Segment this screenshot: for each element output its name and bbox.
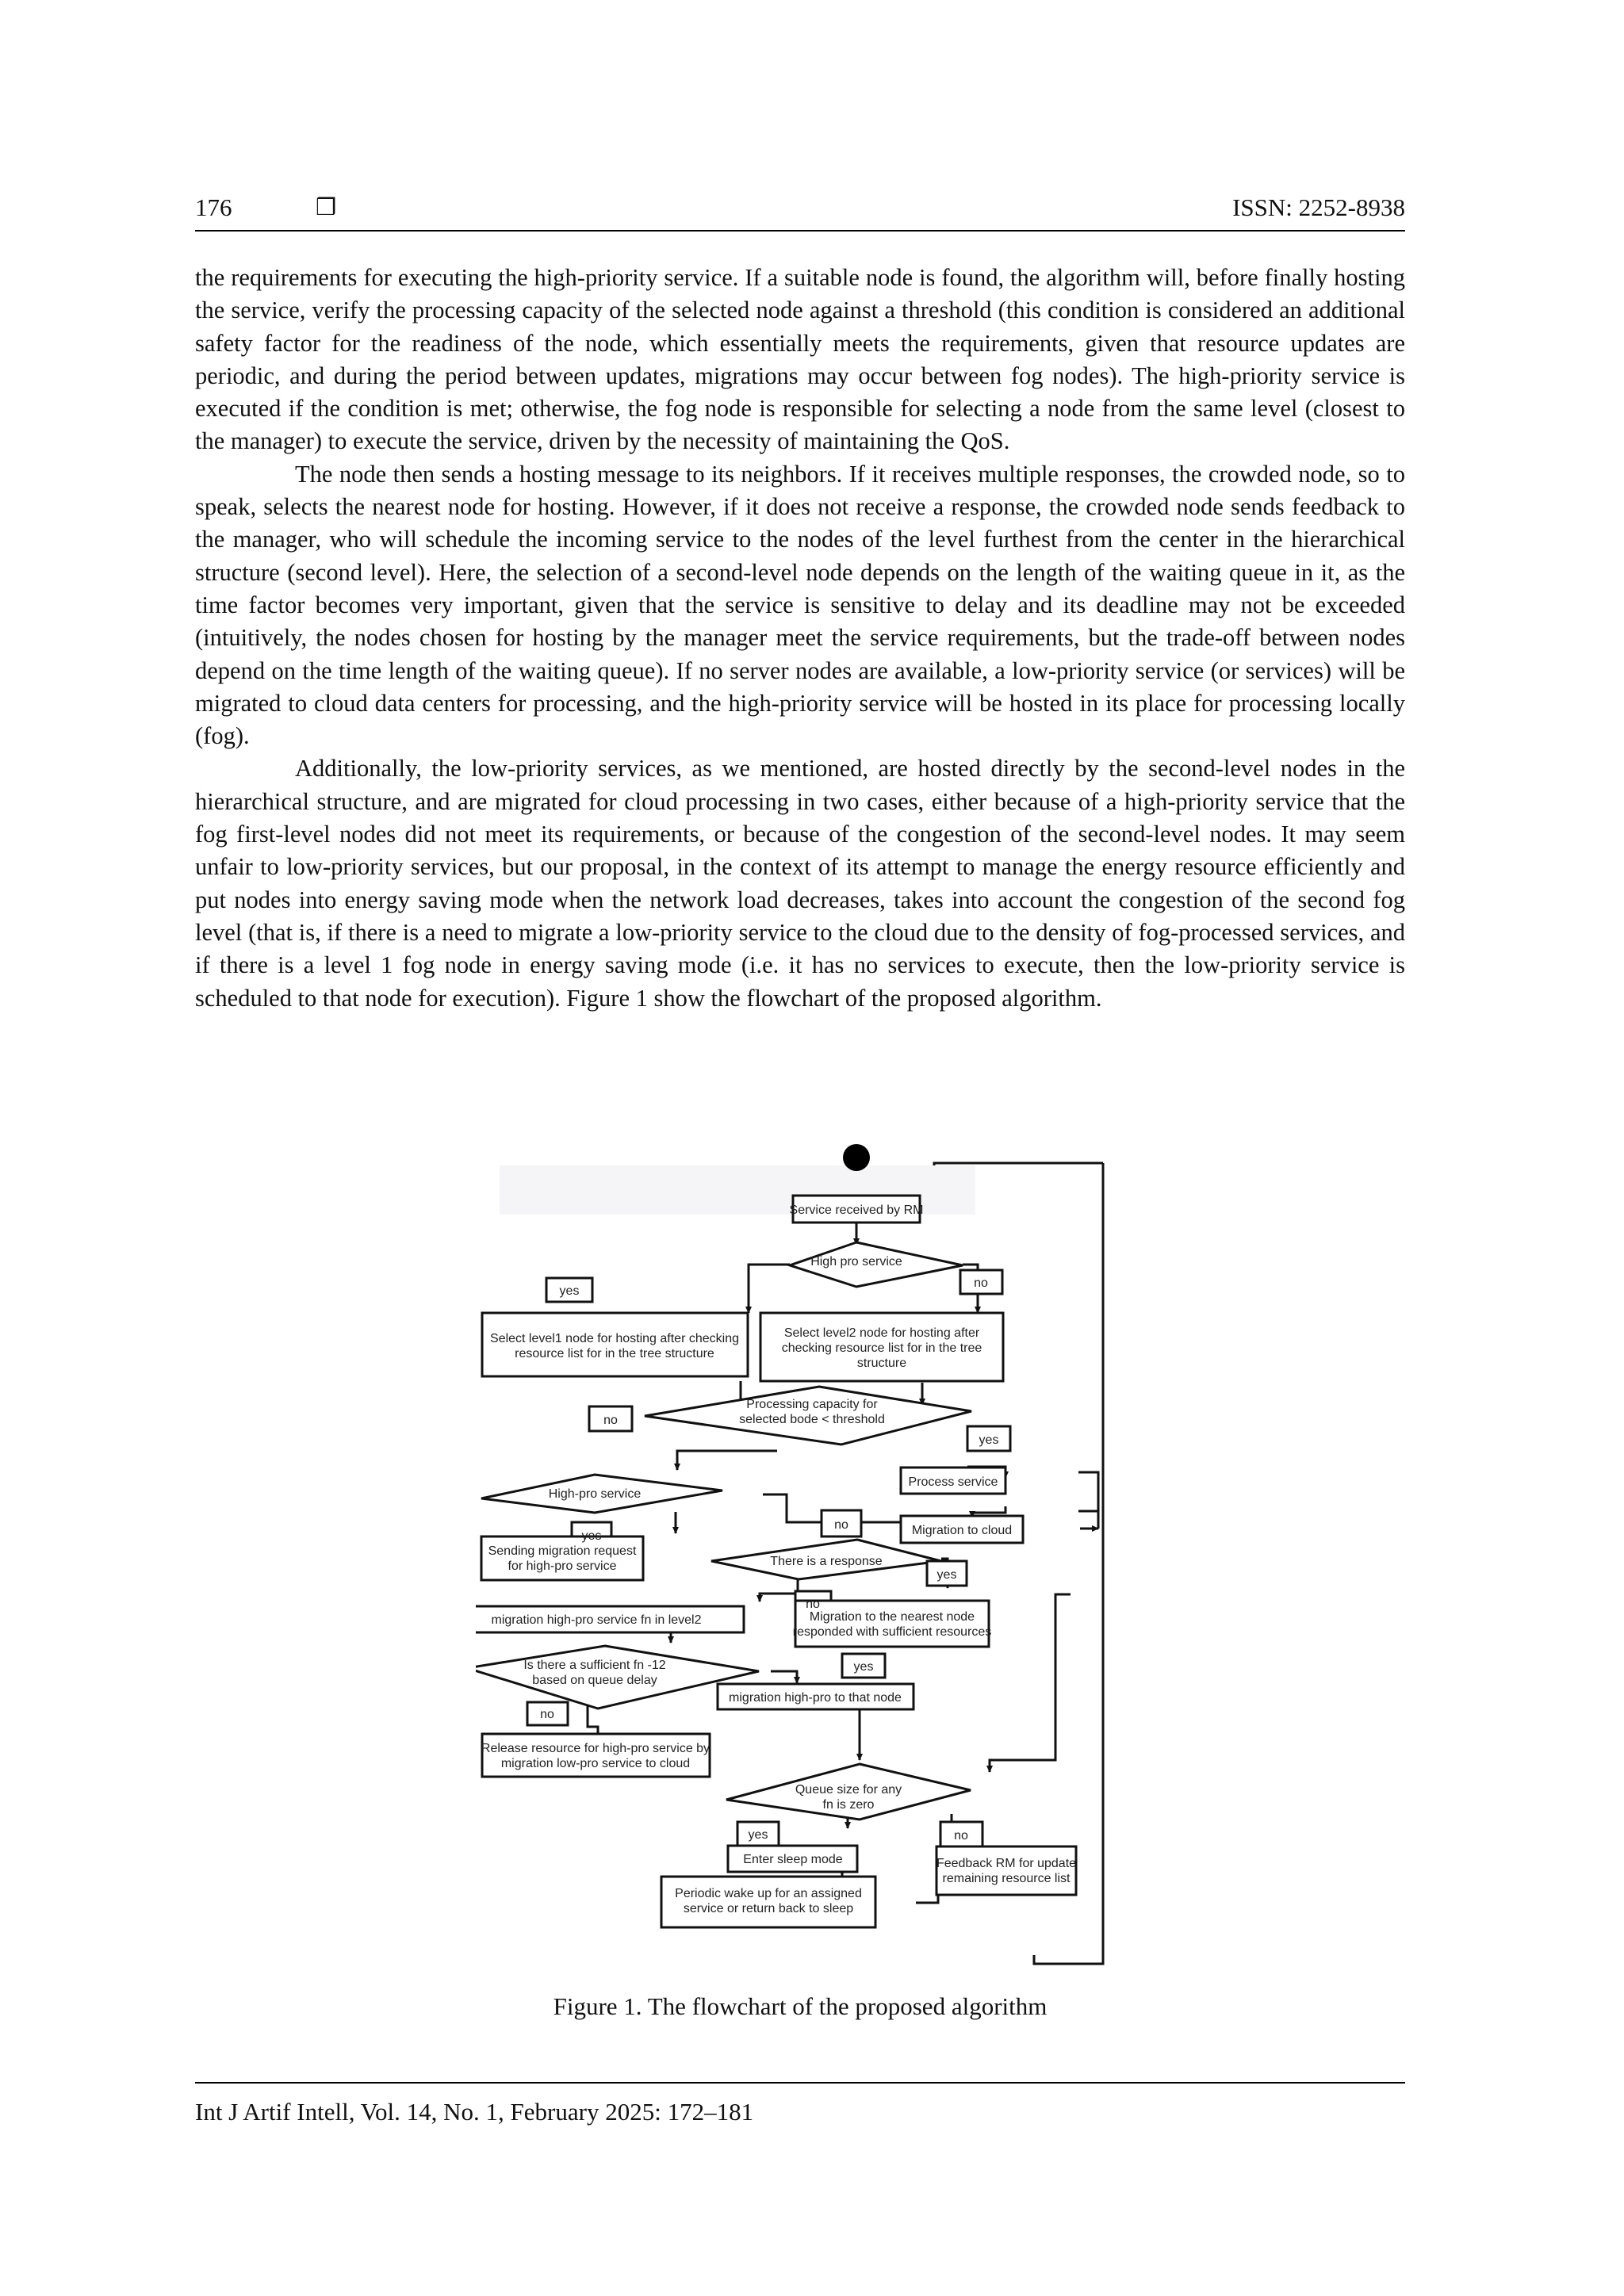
- label-no: no: [540, 1708, 554, 1721]
- label-select-level1: resource list for in the tree structure: [515, 1347, 714, 1360]
- issn: ISSN: 2252-8938: [1232, 193, 1405, 221]
- label-there-is-a-response: There is a response: [770, 1555, 883, 1568]
- label-yes: yes: [581, 1529, 602, 1543]
- label-feedback-rm: remaining resource list: [942, 1872, 1071, 1885]
- label-no: no: [806, 1598, 820, 1611]
- label-select-level2: structure: [856, 1357, 907, 1370]
- label-yes: yes: [853, 1660, 874, 1674]
- label-processing-capacity: Processing capacity for: [746, 1398, 878, 1411]
- paragraph-2: The node then sends a hosting message to its neighbors. If it receives multiple responses, the crowded node, so to speak, selects the nearest node for hosting. However, if it does not receive a response, the crowded node sends feedback to the manager, who will schedule the incoming service to the nodes of the level furthest from the center in the hierarchical structure (second level). Here, the selection of a second-level node depends on the length of the waiting queue in it, as the time factor becomes very important, given that the service is sensitive to delay and its deadline may not be exceeded (intuitively, the nodes chosen for hosting by the manager meet the service requirements, but the trade-off between nodes depend on the time length of the waiting queue). If no server nodes are available, a low-priority service (or services) will be migrated to cloud data centers for processing, and the high-priority service will be hosted in its place for processing locally (fog).: [195, 460, 1405, 750]
- label-high-pro-service-2: High-pro service: [548, 1487, 642, 1501]
- flowchart: [476, 1134, 1110, 1990]
- figure-caption: Figure 1. The flowchart of the proposed algorithm: [553, 1992, 1048, 2020]
- label-no: no: [603, 1414, 618, 1427]
- label-no: no: [834, 1518, 848, 1532]
- label-no: no: [974, 1276, 988, 1290]
- label-release-resource: Release resource for high-pro service by: [481, 1742, 710, 1755]
- flowchart-figure: [476, 1134, 1110, 1990]
- label-sending-migration: for high-pro service: [508, 1559, 617, 1573]
- paragraph-1: the requirements for executing the high-priority service. If a suitable node is found, the algorithm will, before finally hosting the service, verify the processing capacity of the selected node against a threshold (this condition is considered an additional safety factor for the readiness of the node, which essentially meets the requirements, given that resource updates are periodic, and during the period between updates, migrations may occur between fog nodes). The high-priority service is executed if the condition is met; otherwise, the fog node is responsible for selecting a node from the same level (closest to the manager) to execute the service, driven by the necessity of maintaining the QoS.: [195, 264, 1405, 455]
- label-queue-size: Queue size for any: [795, 1783, 902, 1797]
- label-migration-to-cloud: Migration to cloud: [911, 1524, 1013, 1537]
- body-text: [195, 262, 1405, 1015]
- label-periodic-wake-up: Periodic wake up for an assigned: [675, 1887, 862, 1900]
- label-sending-migration: Sending migration request: [488, 1544, 637, 1558]
- label-release-resource: migration low-pro service to cloud: [500, 1757, 691, 1770]
- page-footer: Int J Artif Intell, Vol. 14, No. 1, February 2025: 172–181: [195, 2082, 1405, 2126]
- label-yes: yes: [979, 1433, 999, 1447]
- label-migration-level2: migration high-pro service fn in level2: [491, 1613, 702, 1627]
- label-select-level1: Select level1 node for hosting after checking: [490, 1332, 739, 1345]
- label-process-service: Process service: [908, 1475, 998, 1489]
- box-symbol: ❒: [316, 193, 336, 220]
- label-select-level2: Select level2 node for hosting after: [783, 1326, 980, 1340]
- start-node: [843, 1144, 870, 1171]
- label-feedback-rm: Feedback RM for update: [936, 1857, 1077, 1870]
- label-periodic-wake-up: service or return back to sleep: [683, 1902, 854, 1915]
- page-header: [195, 190, 1405, 232]
- label-nearest-node: responded with sufficient resources: [792, 1625, 992, 1639]
- paragraph-3: Additionally, the low-priority services, as we mentioned, are hosted directly by the second-level nodes in the hierarchical structure, and are migrated for cloud processing in two cases, either because of a high-priority service that the fog first-level nodes did not meet its requirements, or because of the congestion of the second-level nodes. It may seem unfair to low-priority services, but our proposal, in the context of its attempt to manage the energy resource efficiently and put nodes into energy saving mode when the network load decreases, takes into account the congestion of the second fog level (that is, if there is a need to migrate a low-priority service to the cloud due to the density of fog-processed services, and if there is a level 1 fog node in energy saving mode (i.e. it has no services to execute, then the low-priority service is scheduled to that node for execution). Figure 1 show the flowchart of the proposed algorithm.: [195, 755, 1405, 1012]
- label-select-level2: checking resource list for in the tree: [781, 1341, 982, 1355]
- label-yes: yes: [936, 1568, 957, 1582]
- label-enter-sleep-mode: Enter sleep mode: [743, 1853, 843, 1866]
- label-sufficient-fn: based on queue delay: [532, 1674, 657, 1687]
- page-number: 176: [195, 193, 232, 221]
- label-yes: yes: [748, 1828, 768, 1842]
- label-queue-size: fn is zero: [822, 1798, 875, 1812]
- label-migration-that-node: migration high-pro to that node: [729, 1691, 902, 1705]
- label-sufficient-fn: Is there a sufficient fn -12: [523, 1659, 666, 1672]
- label-nearest-node: Migration to the nearest node: [809, 1610, 975, 1624]
- label-yes: yes: [559, 1284, 580, 1298]
- label-service-received: Service received by RM: [789, 1203, 924, 1217]
- label-processing-capacity: selected bode < threshold: [739, 1413, 885, 1426]
- label-no: no: [954, 1829, 968, 1843]
- label-high-pro-service: High pro service: [810, 1255, 902, 1269]
